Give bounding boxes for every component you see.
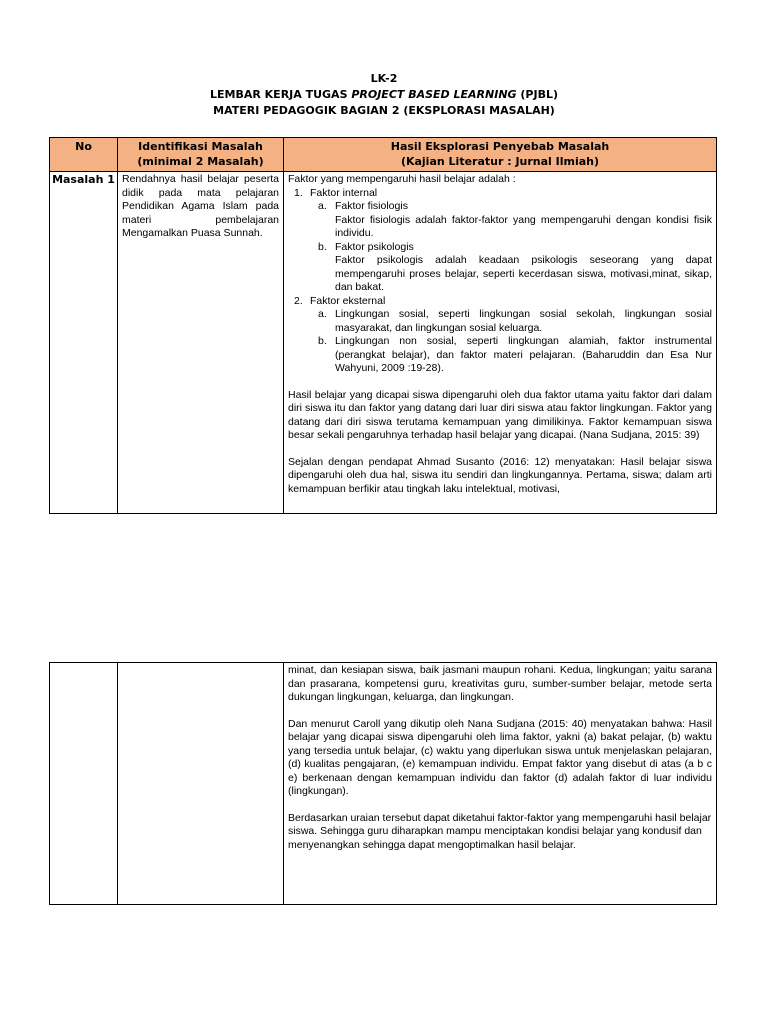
paragraph: Dan menurut Caroll yang dikutip oleh Nana Sudjana (2015: 40) menyatakan bahwa: Hasil belajar yang dicapai siswa dipengaruhi oleh lima faktor, yakni (a) bakat pelajar, (b) waktu yang tersedia untuk belajar, (c) waktu yang diperlukan siswa untuk menjelaskan pelajaran, (d) kualitas pengajaran, (e) kemampuan individu. Empat faktor yang disebut di atas (a b c e) berkenaan dengan kemampuan individu dan faktor (d) adalah faktor di luar individu (lingkungan).: [288, 717, 712, 797]
exploration-cell: [284, 172, 717, 514]
title-code: LK-2: [370, 72, 398, 85]
document-title: [0, 71, 768, 119]
exploration-content: [284, 663, 716, 904]
list-item: b. Faktor psikologis: [318, 240, 414, 253]
title-main: LEMBAR KERJA TUGAS PROJECT BASED LEARNING (PJBL): [209, 88, 558, 101]
row-number-cell: [50, 663, 118, 905]
problem-text: Rendahnya hasil belajar peserta didik pada mata pelajaran Pendidikan Agama Islam pada materi pembelajaran Mengamalkan Puasa Sunnah.: [122, 173, 279, 239]
title-subject: MATERI PEDAGOGIK BAGIAN 2 (EKSPLORASI MASALAH): [213, 104, 555, 117]
list-item: b. Lingkungan non sosial, seperti lingkungan alamiah, faktor instrumental (perangkat belajar), dan faktor materi pelajaran. (Baharuddin dan Esa Nur Wahyuni, 2009 :19-28).: [318, 335, 712, 374]
list-item: a. Faktor fisiologis: [318, 200, 408, 212]
paragraph: minat, dan kesiapan siswa, baik jasmani maupun rohani. Kedua, lingkungan; yaitu sarana dan prasarana, kompetensi guru, kreativitas guru, sumber-sumber belajar, metode serta dukungan lingkungan, keluarga, dan lingkungan.: [288, 664, 712, 703]
problem-cell: [118, 663, 284, 905]
table-header-row: [50, 138, 717, 172]
header-hasil-eksplorasi: Hasil Eksplorasi Penyebab Masalah (Kajian Literatur : Jurnal Ilmiah): [284, 138, 717, 172]
paragraph: Berdasarkan uraian tersebut dapat diketahui faktor-faktor yang mempengaruhi hasil belajar siswa. Sehingga guru diharapkan mampu menciptakan kondisi belajar yang kondusif dan menyenangkan sehingga dapat mengoptimalkan hasil belajar.: [288, 811, 712, 851]
list-item: a. Lingkungan sosial, seperti lingkungan sosial sekolah, lingkungan sosial masyarakat, dan lingkungan sosial keluarga.: [318, 308, 712, 334]
table-row: [50, 663, 717, 905]
header-no: No: [50, 138, 118, 172]
exploration-cell: [284, 663, 717, 905]
row-number: Masalah 1: [50, 172, 118, 514]
intro-text: Faktor yang mempengaruhi hasil belajar adalah :: [288, 173, 516, 185]
list-item: 1. Faktor internal: [294, 186, 378, 199]
header-identifikasi: Identifikasi Masalah (minimal 2 Masalah): [118, 138, 284, 172]
paragraph: Sejalan dengan pendapat Ahmad Susanto (2016: 12) menyatakan: Hasil belajar siswa dipengaruhi oleh dua hal, siswa itu sendiri dan lingkungannya. Pertama, siswa; dalam arti kemampuan berfikir atau tingkah laku intelektual, motivasi,: [288, 455, 712, 495]
worksheet-table-page2: [49, 662, 717, 905]
exploration-content: [284, 172, 716, 513]
paragraph: Hasil belajar yang dicapai siswa dipengaruhi oleh dua faktor utama yaitu faktor dari dalam diri siswa itu dan faktor yang datang dari luar diri siswa atau faktor lingkungan. Faktor yang datang dari diri siswa terutama kemampuan yang dimilikinya. Faktor kemampuan siswa besar sekali pengaruhnya terhadap hasil belajar yang dicapai. (Nana Sudjana, 2015: 39): [288, 388, 712, 441]
worksheet-table-page1: [49, 137, 717, 514]
list-item: 2. Faktor eksternal: [294, 294, 386, 307]
problem-cell: [118, 172, 284, 514]
list-description: Faktor psikologis adalah keadaan psikologis seseorang yang dapat mempengaruhi proses belajar, seperti kecerdasan siswa, motivasi,minat, sikap, dan bakat.: [335, 254, 712, 293]
table-row: [50, 172, 717, 514]
list-description: Faktor fisiologis adalah faktor-faktor yang mempengaruhi dengan kondisi fisik individu.: [335, 213, 712, 239]
